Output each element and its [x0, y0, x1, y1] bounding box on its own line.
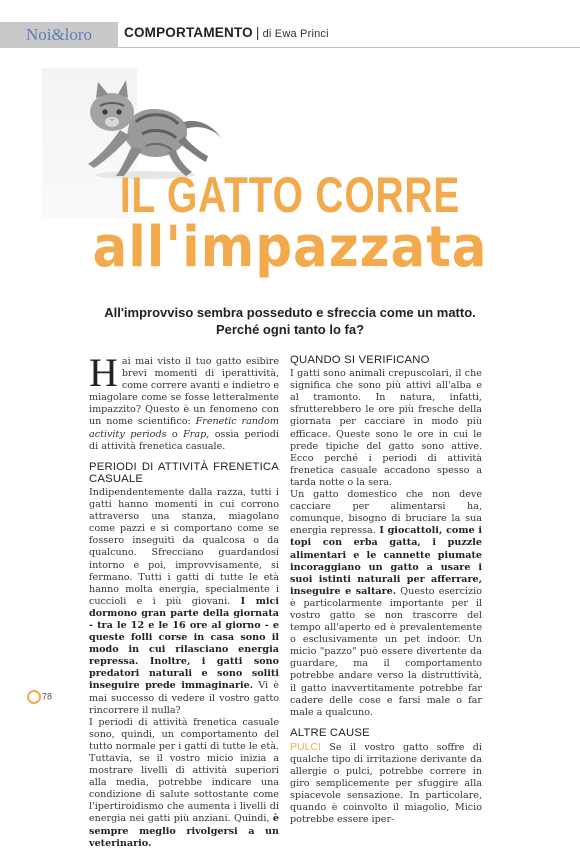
article-column-1 — [89, 350, 280, 850]
body-paragraph: Indipendentemente dalla razza, tutti i gatti hanno momenti in cui corrono attraverso una stanza, miagolano come pazzi e si comportano come se fossero inseguiti da qualcosa o da qualcuno. Sfrecciano guardandosi intorno e poi, improvvisamente, si fermano. Tutti i gatti di tutte le età hanno molta energia, specialmente i cuccioli e i più giovani. I mici dormono gran parte della giornata - tra le 12 e le 16 ore al giorno - e queste folli corse in casa sono il modo in cui rilasciano energia repressa. Inoltre, i gatti sono predatori naturali e sono soliti inseguire prede immaginarie. Vi è mai successo di vedere il vostro gatto rincorrere il nulla? — [89, 486, 279, 716]
body-paragraph: Un gatto domestico che non deve cacciare per alimentarsi ha, comunque, bisogno di bruciare la sua energia repressa. I giocattoli, come i topi con erba gatta, i puzzle alimentari e le cannette piumate incoraggiano un gatto a usare i suoi istinti naturali per afferrare, inseguire e saltare. Questo esercizio è particolarmente importante per il vostro gatto se non trascorre del tempo all'aperto ed è prevalentemente o esclusivamente un pet indoor. Un micio "pazzo" può essere divertente da guardare, ma il comportamento potrebbe andare verso la distruttività, il gatto inavvertitamente potrebbe far cadere delle cose e farsi male o far male a qualcuno. — [290, 489, 482, 718]
article-column-2 — [290, 356, 482, 827]
standfirst-line-2: Perché ogni tanto lo fa? — [215, 322, 365, 337]
section-name: Noi&loro — [0, 22, 118, 48]
intro-paragraph: Hai mai visto il tuo gatto esibire brevi momenti di iperattività, come correre avanti e indietro e miagolare come se fosse letteralmente impazzito? Questo è un fenomeno con un nome scientifico: Frenetic random activity periods o Frap, ossia periodi di attività frenetica casuale. — [89, 350, 280, 452]
article-kicker — [124, 25, 329, 40]
scientific-term: Frenetic random activity periods — [89, 416, 280, 440]
header-rule — [118, 47, 580, 48]
standfirst-line-1: All'improvviso sembra posseduto e sfreccia come un matto. — [104, 305, 476, 320]
page-footer — [27, 690, 52, 704]
standfirst — [90, 304, 490, 338]
headline-line-2: all'impazzata — [92, 215, 488, 280]
magazine-logo-icon — [27, 690, 41, 704]
magazine-header — [0, 22, 580, 48]
body-paragraph: PULCI Se il vostro gatto soffre di qualche tipo di irritazione derivante da allergie o pulci, potrebbe correre in giro semplicemente per sfuggire alla spiacevole sensazione. In particolare, quando è coinvolto il miagolio, Micio potrebbe essere iper- — [290, 740, 482, 826]
section-heading: ALTRE CAUSE — [290, 726, 370, 739]
author-byline: di Ewa Princi — [262, 28, 329, 40]
section-heading: PERIODI DI ATTIVITÀ FRENETICA CASUALE — [89, 460, 279, 485]
kicker-separator: | — [255, 25, 260, 40]
run-in-label: PULCI — [290, 740, 321, 753]
term-abbreviation: Frap — [183, 428, 207, 440]
category-label: COMPORTAMENTO — [124, 25, 253, 40]
body-paragraph: I gatti sono animali crepuscolari, il che significa che sono più attivi all'alba e al tramonto. In natura, infatti, sfrutterebbero le ore più fresche della giornata per cacciare in modo più efficace. Queste sono le ore in cui le prede tipiche del gatto sono attive. Ecco perché i periodi di attività frenetica casuale accadono spesso a tarda notte o la sera. — [290, 368, 482, 488]
drop-cap: H — [89, 350, 118, 395]
headline-line-1: IL GATTO CORRE — [119, 167, 461, 223]
body-paragraph: I periodi di attività frenetica casuale sono, quindi, un comportamento del tutto normale per i gatti di tutte le età. Tuttavia, se il vostro micio inizia a mostrare livelli di attività superiori alla media, potrebbe indicare una condizione di salute sottostante come l'ipertiroidismo che aumenta i livelli di energia nei gatti più anziani. Quindi, è sempre meglio rivolgersi a un veterinario. — [89, 716, 279, 849]
page-number: 78 — [42, 691, 53, 702]
section-heading: QUANDO SI VERIFICANO — [290, 354, 430, 366]
